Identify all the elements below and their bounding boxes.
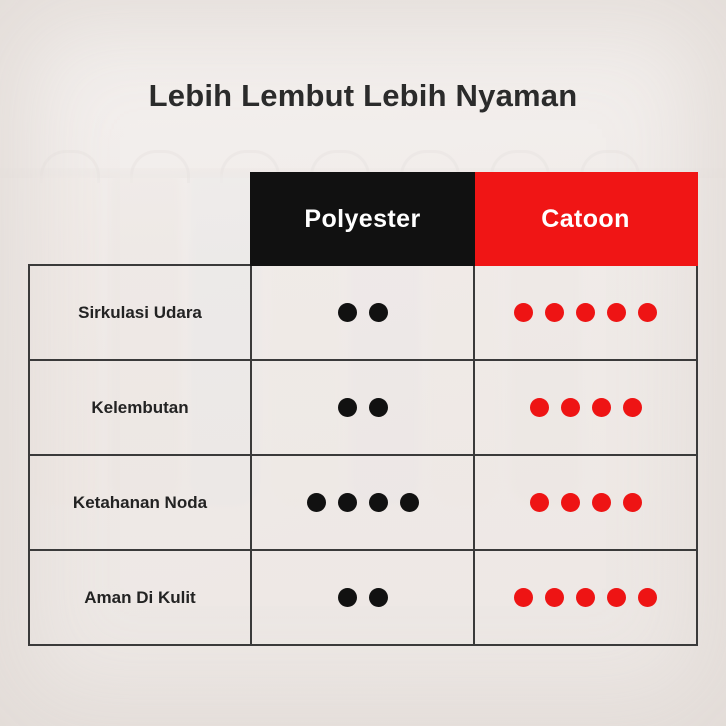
comparison-table-wrapper bbox=[28, 172, 696, 646]
rating-dots bbox=[252, 493, 473, 512]
rating-dot bbox=[576, 303, 595, 322]
rating-dot bbox=[530, 493, 549, 512]
rating-dot bbox=[638, 303, 657, 322]
rating-dot bbox=[623, 398, 642, 417]
rating-dot bbox=[545, 588, 564, 607]
rating-cell-polyester bbox=[251, 550, 474, 645]
rating-dot bbox=[576, 588, 595, 607]
rating-dot bbox=[530, 398, 549, 417]
rating-dot bbox=[592, 493, 611, 512]
rating-cell-polyester bbox=[251, 360, 474, 455]
rating-dot bbox=[514, 588, 533, 607]
rating-dot bbox=[369, 493, 388, 512]
page-title: Lebih Lembut Lebih Nyaman bbox=[148, 78, 578, 113]
column-header-catoon: Catoon bbox=[474, 173, 697, 265]
rating-dot bbox=[592, 398, 611, 417]
rating-dot bbox=[561, 398, 580, 417]
rating-dots bbox=[252, 398, 473, 417]
table-row bbox=[29, 265, 697, 360]
table-header bbox=[29, 173, 697, 265]
rating-dots bbox=[252, 303, 473, 322]
rating-dots bbox=[475, 303, 696, 322]
table-row bbox=[29, 550, 697, 645]
row-label: Sirkulasi Udara bbox=[29, 265, 251, 360]
rating-dot bbox=[514, 303, 533, 322]
rating-dots bbox=[475, 493, 696, 512]
rating-dot bbox=[638, 588, 657, 607]
column-header-polyester: Polyester bbox=[251, 173, 474, 265]
rating-cell-catoon bbox=[474, 455, 697, 550]
rating-cell-polyester bbox=[251, 265, 474, 360]
row-label: Ketahanan Noda bbox=[29, 455, 251, 550]
table-corner-cell bbox=[29, 173, 251, 265]
rating-dots bbox=[475, 398, 696, 417]
rating-dot bbox=[607, 303, 626, 322]
row-label: Aman Di Kulit bbox=[29, 550, 251, 645]
rating-dot bbox=[307, 493, 326, 512]
rating-dot bbox=[369, 303, 388, 322]
table-row bbox=[29, 455, 697, 550]
rating-dot bbox=[545, 303, 564, 322]
rating-dot bbox=[607, 588, 626, 607]
rating-dot bbox=[338, 493, 357, 512]
rating-dot bbox=[338, 303, 357, 322]
table-header-row bbox=[29, 173, 697, 265]
table-row bbox=[29, 360, 697, 455]
rating-dot bbox=[338, 398, 357, 417]
rating-dot bbox=[369, 398, 388, 417]
comparison-table bbox=[28, 172, 698, 646]
rating-cell-catoon bbox=[474, 550, 697, 645]
rating-dot bbox=[400, 493, 419, 512]
rating-cell-catoon bbox=[474, 265, 697, 360]
rating-dot bbox=[338, 588, 357, 607]
rating-dot bbox=[369, 588, 388, 607]
rating-dot bbox=[561, 493, 580, 512]
rating-cell-polyester bbox=[251, 455, 474, 550]
rating-cell-catoon bbox=[474, 360, 697, 455]
row-label: Kelembutan bbox=[29, 360, 251, 455]
rating-dots bbox=[252, 588, 473, 607]
rating-dots bbox=[475, 588, 696, 607]
rating-dot bbox=[623, 493, 642, 512]
table-body bbox=[29, 265, 697, 645]
